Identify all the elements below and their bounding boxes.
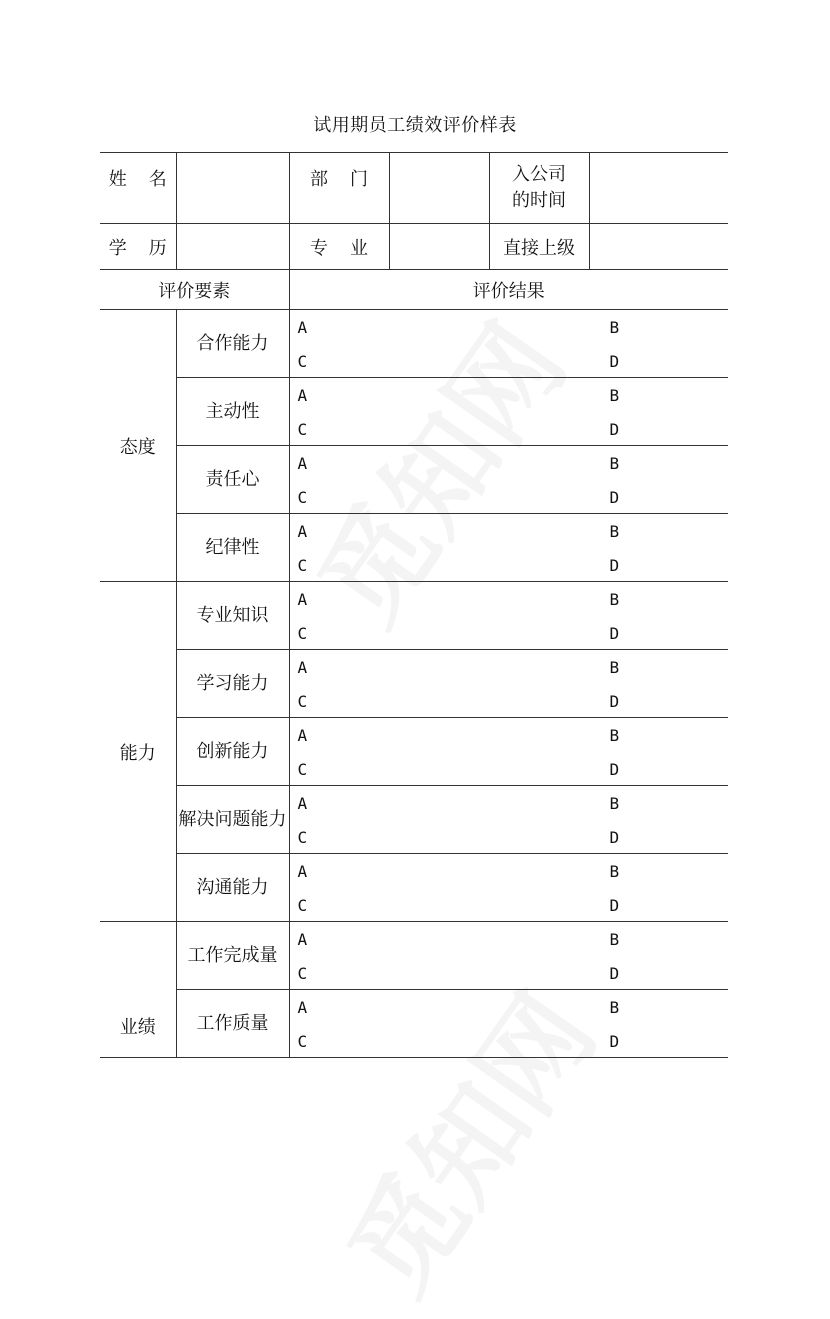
option-b[interactable]: B [609, 454, 620, 473]
table-row [100, 582, 728, 650]
major-value[interactable] [389, 224, 489, 270]
table-row [100, 650, 728, 718]
option-d[interactable]: D [609, 760, 620, 779]
category-label: 业绩 [100, 922, 176, 1058]
element-label: 解决问题能力 [176, 786, 289, 854]
option-b[interactable]: B [609, 862, 620, 881]
evaluation-form [100, 152, 728, 1058]
option-c[interactable]: C [297, 420, 308, 439]
dept-value[interactable] [389, 153, 489, 224]
option-b[interactable]: B [609, 930, 620, 949]
result-options [289, 718, 728, 786]
option-d[interactable]: D [609, 828, 620, 847]
table-row [100, 718, 728, 786]
element-label: 工作质量 [176, 990, 289, 1058]
join-time-value[interactable] [589, 153, 728, 224]
table-row [100, 990, 728, 1058]
option-c[interactable]: C [297, 828, 308, 847]
element-label: 学习能力 [176, 650, 289, 718]
table-row [100, 310, 728, 378]
table-row [100, 378, 728, 446]
option-b[interactable]: B [609, 590, 620, 609]
option-d[interactable]: D [609, 896, 620, 915]
element-label: 沟通能力 [176, 854, 289, 922]
option-d[interactable]: D [609, 692, 620, 711]
result-options [289, 582, 728, 650]
option-c[interactable]: C [297, 556, 308, 575]
option-a[interactable]: A [297, 318, 308, 337]
supervisor-label: 直接上级 [489, 224, 589, 270]
element-label: 责任心 [176, 446, 289, 514]
result-options [289, 650, 728, 718]
option-c[interactable]: C [297, 760, 308, 779]
edu-value[interactable] [176, 224, 289, 270]
join-time-label: 入公司的时间 [489, 153, 589, 224]
option-a[interactable]: A [297, 930, 308, 949]
table-row [100, 446, 728, 514]
option-c[interactable]: C [297, 488, 308, 507]
element-label: 主动性 [176, 378, 289, 446]
table-row [100, 854, 728, 922]
result-options [289, 854, 728, 922]
element-label: 纪律性 [176, 514, 289, 582]
option-d[interactable]: D [609, 488, 620, 507]
option-b[interactable]: B [609, 794, 620, 813]
table-row [100, 922, 728, 990]
option-b[interactable]: B [609, 658, 620, 677]
option-b[interactable]: B [609, 522, 620, 541]
category-label: 态度 [100, 310, 176, 582]
option-a[interactable]: A [297, 454, 308, 473]
option-c[interactable]: C [297, 352, 308, 371]
result-options [289, 446, 728, 514]
result-options [289, 990, 728, 1058]
option-a[interactable]: A [297, 998, 308, 1017]
option-d[interactable]: D [609, 420, 620, 439]
option-b[interactable]: B [609, 998, 620, 1017]
category-label: 能力 [100, 582, 176, 922]
supervisor-value[interactable] [589, 224, 728, 270]
option-d[interactable]: D [609, 964, 620, 983]
name-label: 姓 名 [100, 153, 176, 224]
option-c[interactable]: C [297, 1032, 308, 1051]
option-b[interactable]: B [609, 386, 620, 405]
element-label: 合作能力 [176, 310, 289, 378]
eval-elements-header: 评价要素 [100, 270, 289, 310]
major-label: 专 业 [289, 224, 389, 270]
name-value[interactable] [176, 153, 289, 224]
result-options [289, 922, 728, 990]
option-a[interactable]: A [297, 522, 308, 541]
option-d[interactable]: D [609, 352, 620, 371]
edu-label: 学 历 [100, 224, 176, 270]
option-a[interactable]: A [297, 726, 308, 745]
option-a[interactable]: A [297, 862, 308, 881]
dept-label: 部 门 [289, 153, 389, 224]
element-label: 创新能力 [176, 718, 289, 786]
result-options [289, 378, 728, 446]
option-a[interactable]: A [297, 386, 308, 405]
option-b[interactable]: B [609, 726, 620, 745]
option-a[interactable]: A [297, 590, 308, 609]
eval-results-header: 评价结果 [289, 270, 728, 310]
table-row [100, 514, 728, 582]
option-c[interactable]: C [297, 692, 308, 711]
element-label: 专业知识 [176, 582, 289, 650]
option-a[interactable]: A [297, 794, 308, 813]
option-c[interactable]: C [297, 896, 308, 915]
page-title: 试用期员工绩效评价样表 [313, 115, 517, 136]
option-c[interactable]: C [297, 964, 308, 983]
element-label: 工作完成量 [176, 922, 289, 990]
option-d[interactable]: D [609, 556, 620, 575]
option-a[interactable]: A [297, 658, 308, 677]
table-row [100, 786, 728, 854]
option-c[interactable]: C [297, 624, 308, 643]
result-options [289, 786, 728, 854]
result-options [289, 310, 728, 378]
result-options [289, 514, 728, 582]
option-d[interactable]: D [609, 624, 620, 643]
option-d[interactable]: D [609, 1032, 620, 1051]
option-b[interactable]: B [609, 318, 620, 337]
